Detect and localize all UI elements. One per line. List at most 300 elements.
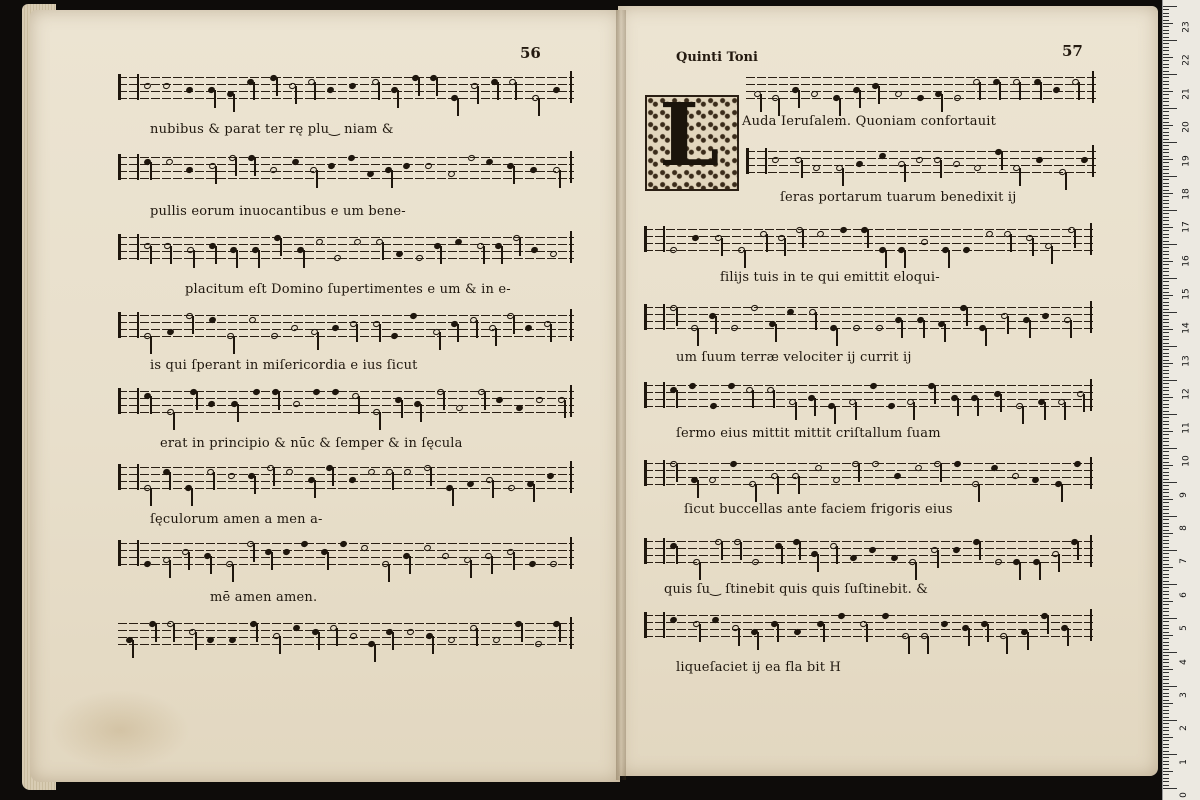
note-stem (941, 94, 943, 112)
ruler-tick (1163, 91, 1173, 92)
ruler-tick (1163, 761, 1169, 762)
ruler-label: 1 (1178, 758, 1189, 765)
ruler-tick (1163, 288, 1169, 289)
ruler-tick (1163, 720, 1177, 721)
note-stem (271, 552, 273, 570)
ruler-tick (1163, 339, 1169, 340)
ruler-tick (1163, 278, 1177, 279)
ruler-label: 21 (1181, 88, 1192, 100)
bar-line (1090, 535, 1092, 567)
ruler-tick (1163, 451, 1169, 452)
bar-line (1090, 609, 1092, 641)
ruler-tick (1163, 431, 1173, 432)
note-stem (501, 246, 503, 264)
ruler-tick (1163, 115, 1169, 116)
music-staff (644, 224, 1094, 256)
note-stem (409, 556, 411, 574)
ruler-tick (1163, 564, 1169, 565)
ruler-tick (1163, 6, 1177, 7)
ruler-tick (1163, 84, 1169, 85)
ruler-tick (1163, 730, 1169, 731)
music-staff (644, 380, 1094, 412)
ruler-tick (1163, 696, 1169, 697)
note-stem (1006, 636, 1008, 654)
ruler-tick (1163, 519, 1169, 520)
note-stem (979, 82, 981, 100)
ruler-tick (1163, 567, 1173, 568)
lyric-line: mē amen amen. (210, 590, 318, 605)
ruler-tick (1163, 332, 1169, 333)
note-stem (802, 230, 804, 248)
ruler-tick (1163, 390, 1169, 391)
bar-line (1090, 457, 1092, 489)
ruler-tick (1163, 448, 1177, 449)
note-stem (987, 624, 989, 642)
note-stem (401, 400, 403, 418)
ruler-tick (1163, 489, 1169, 490)
note-stem (258, 250, 260, 268)
note-stem (515, 82, 517, 100)
ruler-tick (1163, 438, 1169, 439)
note-stem (1007, 316, 1009, 334)
ruler-tick (1163, 496, 1169, 497)
bar-line (570, 71, 572, 103)
note-stem (944, 324, 946, 342)
music-staff (118, 72, 574, 104)
note-stem (196, 392, 198, 410)
ruler-tick (1163, 502, 1169, 503)
ruler-tick (1163, 649, 1169, 650)
ruler-label: 7 (1178, 558, 1189, 565)
note-stem (303, 250, 305, 268)
ruler-tick (1163, 43, 1169, 44)
music-staff (644, 536, 1094, 568)
ruler-tick (1163, 757, 1169, 758)
ruler-tick (1163, 349, 1169, 350)
ruler-tick (1163, 98, 1169, 99)
ruler-tick (1163, 57, 1173, 58)
ruler-tick (1163, 319, 1169, 320)
ruler-tick (1163, 94, 1169, 95)
note-stem (798, 90, 800, 108)
lyric-line: ſermo eius mittit mittit criſtallum ſuam (676, 426, 941, 441)
bar-line (570, 617, 572, 649)
ruler-tick (1163, 101, 1169, 102)
note-stem (391, 170, 393, 188)
ruler-tick (1163, 659, 1169, 660)
ruler-tick (1163, 417, 1169, 418)
note-stem (232, 564, 234, 582)
ruler-tick (1163, 67, 1169, 68)
ruler-tick (1163, 220, 1169, 221)
note-stem (815, 312, 817, 330)
music-staff (118, 462, 574, 494)
ruler-tick (1163, 162, 1169, 163)
bar-line (570, 461, 572, 493)
note-stem (913, 402, 915, 420)
ruler-tick (1163, 611, 1169, 612)
bar-line (1090, 223, 1092, 255)
bar-line (570, 231, 572, 263)
ruler-tick (1163, 645, 1169, 646)
ruler-tick (1163, 472, 1169, 473)
note-stem (278, 392, 280, 410)
ruler-tick (1163, 462, 1169, 463)
ruler-tick (1163, 60, 1169, 61)
ruler-tick (1163, 577, 1169, 578)
ruler-tick (1163, 774, 1169, 775)
note-stem (676, 390, 678, 408)
lyric-line: ſeras portarum tuarum benedixit ij (780, 190, 1017, 205)
note-stem (814, 398, 816, 416)
ruler-label: 3 (1178, 692, 1189, 698)
ruler-tick (1163, 292, 1169, 293)
ruler-tick (1163, 366, 1169, 367)
ruler-tick (1163, 523, 1169, 524)
ruler-tick (1163, 363, 1173, 364)
note-stem (1000, 394, 1002, 412)
note-stem (150, 396, 152, 414)
note-stem (332, 468, 334, 486)
note-stem (966, 308, 968, 326)
ruler-tick (1163, 329, 1173, 330)
note-stem (215, 166, 217, 184)
note-stem (904, 250, 906, 268)
ruler-tick (1163, 241, 1169, 242)
note-stem (978, 484, 980, 502)
ruler-tick (1163, 747, 1169, 748)
note-stem (476, 320, 478, 338)
lyric-line: quis ſu‿ ſtinebit quis quis ſuſtinebit. & (664, 582, 929, 597)
ruler-tick (1163, 421, 1169, 422)
note-stem (484, 392, 486, 410)
ruler-tick (1163, 601, 1173, 602)
right-page-number: 57 (1062, 42, 1083, 60)
ruler-tick (1163, 26, 1169, 27)
ruler-tick (1163, 193, 1173, 194)
note-stem (457, 324, 459, 342)
note-stem (440, 246, 442, 264)
note-stem (1083, 394, 1085, 412)
ruler-tick (1163, 380, 1177, 381)
ruler-tick (1163, 550, 1177, 551)
music-staff (644, 458, 1094, 490)
note-stem (968, 628, 970, 646)
ruler-tick (1163, 751, 1169, 752)
note-stem (374, 644, 376, 662)
note-stem (210, 556, 212, 574)
ruler-tick (1163, 179, 1169, 180)
ruler-tick (1163, 455, 1169, 456)
ruler-tick (1163, 710, 1169, 711)
note-stem (379, 412, 381, 430)
note-stem (253, 544, 255, 562)
ruler-tick (1163, 553, 1169, 554)
ruler-tick (1163, 591, 1169, 592)
measurement-ruler (1162, 0, 1200, 800)
note-stem (858, 464, 860, 482)
note-stem (1078, 82, 1080, 100)
ruler-tick (1163, 295, 1173, 296)
note-stem (213, 472, 215, 490)
ruler-tick (1163, 302, 1169, 303)
note-stem (273, 468, 275, 486)
note-stem (432, 636, 434, 654)
note-stem (533, 484, 535, 502)
lyric-line: filijs tuis in te qui emittit eloqui- (720, 270, 940, 285)
ruler-tick (1163, 281, 1169, 282)
ruler-tick (1163, 203, 1169, 204)
note-stem (1019, 562, 1021, 580)
ruler-tick (1163, 632, 1169, 633)
ruler-tick (1163, 581, 1169, 582)
ruler-tick (1163, 169, 1169, 170)
ruler-label: 15 (1181, 288, 1192, 300)
ruler-tick (1163, 618, 1177, 619)
note-stem (188, 552, 190, 570)
bar-line (570, 151, 572, 183)
note-stem (254, 158, 256, 176)
ruler-label: 6 (1178, 591, 1189, 598)
ruler-tick (1163, 717, 1169, 718)
ruler-tick (1163, 669, 1173, 670)
ruler-tick (1163, 125, 1173, 126)
note-stem (1065, 172, 1067, 190)
ruler-tick (1163, 247, 1169, 248)
ruler-tick (1163, 315, 1169, 316)
ruler-tick (1163, 594, 1169, 595)
note-stem (1047, 616, 1049, 634)
note-stem (1029, 320, 1031, 338)
note-stem (760, 94, 762, 112)
note-stem (521, 624, 523, 642)
ruler-tick (1163, 744, 1169, 745)
note-stem (317, 332, 319, 350)
ruler-label: 16 (1181, 255, 1192, 267)
note-stem (721, 238, 723, 256)
ruler-tick (1163, 530, 1169, 531)
ruler-tick (1163, 655, 1169, 656)
ruler-label: 22 (1181, 54, 1192, 67)
ruler-tick (1163, 50, 1169, 51)
note-stem (1058, 554, 1060, 572)
note-stem (420, 404, 422, 422)
note-stem (132, 640, 134, 658)
ruler-tick (1163, 468, 1169, 469)
note-stem (378, 82, 380, 100)
note-stem (1064, 402, 1066, 420)
ruler-tick (1163, 159, 1173, 160)
ruler-tick (1163, 516, 1177, 517)
note-stem (1070, 320, 1072, 338)
note-stem (476, 628, 478, 646)
ruler-tick (1163, 526, 1169, 527)
note-stem (699, 562, 701, 580)
ruler-tick (1163, 312, 1177, 313)
note-stem (253, 82, 255, 100)
ruler-tick (1163, 666, 1169, 667)
music-staff (118, 232, 574, 264)
note-stem (314, 480, 316, 498)
note-stem (477, 86, 479, 104)
ruler-tick (1163, 686, 1177, 687)
ruler-tick (1163, 370, 1169, 371)
ruler-tick (1163, 200, 1169, 201)
ruler-tick (1163, 176, 1177, 177)
music-staff (118, 152, 574, 184)
ruler-tick (1163, 322, 1169, 323)
note-stem (979, 542, 981, 560)
book-gutter (616, 10, 626, 780)
ruler-tick (1163, 30, 1169, 31)
ruler-label: 12 (1181, 388, 1192, 401)
ruler-tick (1163, 598, 1169, 599)
note-stem (752, 390, 754, 408)
ruler-tick (1163, 781, 1169, 782)
ruler-label: 14 (1181, 321, 1192, 334)
ruler-tick (1163, 9, 1169, 10)
note-stem (550, 324, 552, 342)
note-stem (885, 250, 887, 268)
note-stem (237, 404, 239, 422)
note-stem (256, 624, 258, 642)
ruler-tick (1163, 625, 1169, 626)
note-stem (150, 246, 152, 264)
note-stem (295, 86, 297, 104)
ruler-tick (1163, 771, 1173, 772)
lyric-line: ſicut buccellas ante faciem frigoris eius (684, 502, 953, 517)
ruler-tick (1163, 33, 1169, 34)
ruler-tick (1163, 237, 1169, 238)
ruler-tick (1163, 305, 1169, 306)
note-stem (430, 468, 432, 486)
lyric-line: pullis eorum inuocantibus e um bene- (150, 204, 406, 219)
note-stem (744, 250, 746, 268)
ruler-tick (1163, 71, 1169, 72)
note-stem (169, 560, 171, 578)
note-stem (823, 624, 825, 642)
note-stem (1010, 234, 1012, 252)
ruler-tick (1163, 635, 1173, 636)
note-stem (513, 316, 515, 334)
note-stem (150, 488, 152, 506)
note-stem (699, 624, 701, 642)
ruler-tick (1163, 16, 1169, 17)
ruler-tick (1163, 343, 1169, 344)
note-stem (1040, 82, 1042, 100)
ruler-tick (1163, 23, 1173, 24)
note-stem (379, 324, 381, 342)
ruler-tick (1163, 271, 1169, 272)
note-stem (1027, 632, 1029, 650)
ruler-tick (1163, 407, 1169, 408)
ruler-tick (1163, 152, 1169, 153)
ruler-tick (1163, 785, 1169, 786)
ruler-tick (1163, 387, 1169, 388)
ruler-tick (1163, 261, 1173, 262)
note-stem (1061, 484, 1063, 502)
note-stem (697, 328, 699, 346)
note-stem (985, 328, 987, 346)
ruler-tick (1163, 706, 1169, 707)
note-stem (314, 82, 316, 100)
ruler-tick (1163, 737, 1173, 738)
ruler-tick (1163, 424, 1169, 425)
note-stem (781, 546, 783, 564)
note-stem (721, 542, 723, 560)
ruler-tick (1163, 54, 1169, 55)
ruler-tick (1163, 105, 1169, 106)
ruler-tick (1163, 574, 1169, 575)
note-stem (279, 636, 281, 654)
note-stem (491, 556, 493, 574)
note-stem (452, 488, 454, 506)
ruler-tick (1163, 778, 1169, 779)
ruler-tick (1163, 441, 1169, 442)
note-stem (150, 162, 152, 180)
bar-line (1092, 71, 1094, 103)
note-stem (173, 412, 175, 430)
ruler-tick (1163, 268, 1169, 269)
ruler-tick (1163, 445, 1169, 446)
ruler-tick (1163, 213, 1169, 214)
ruler-tick (1163, 251, 1169, 252)
ruler-tick (1163, 244, 1177, 245)
note-stem (948, 250, 950, 268)
ruler-tick (1163, 404, 1169, 405)
note-stem (866, 624, 868, 642)
note-stem (801, 160, 803, 178)
note-stem (436, 78, 438, 96)
ruler-tick (1163, 638, 1169, 639)
ruler-tick (1163, 40, 1177, 41)
note-stem (214, 90, 216, 108)
ruler-tick (1163, 587, 1169, 588)
note-stem (842, 168, 844, 186)
note-stem (977, 398, 979, 416)
note-stem (155, 624, 157, 642)
ruler-tick (1163, 734, 1169, 735)
ruler-tick (1163, 400, 1169, 401)
music-staff (118, 310, 574, 342)
note-stem (1074, 230, 1076, 248)
note-stem (276, 78, 278, 96)
note-stem (513, 166, 515, 184)
note-stem (775, 324, 777, 342)
note-stem (483, 246, 485, 264)
note-stem (798, 476, 800, 494)
ruler-tick (1163, 298, 1169, 299)
note-stem (859, 90, 861, 108)
note-stem (799, 542, 801, 560)
note-stem (1032, 238, 1034, 256)
ruler-tick (1163, 353, 1169, 354)
note-stem (766, 234, 768, 252)
note-stem (908, 636, 910, 654)
note-stem (817, 554, 819, 572)
note-stem (388, 564, 390, 582)
ruler-tick (1163, 683, 1169, 684)
ruler-tick (1163, 727, 1169, 728)
ruler-tick (1163, 186, 1169, 187)
ruler-tick (1163, 234, 1169, 235)
bar-line (1092, 145, 1094, 177)
ruler-tick (1163, 227, 1173, 228)
ruler-tick (1163, 475, 1169, 476)
ruler-tick (1163, 693, 1169, 694)
ruler-label: 10 (1181, 455, 1192, 467)
ruler-tick (1163, 700, 1169, 701)
